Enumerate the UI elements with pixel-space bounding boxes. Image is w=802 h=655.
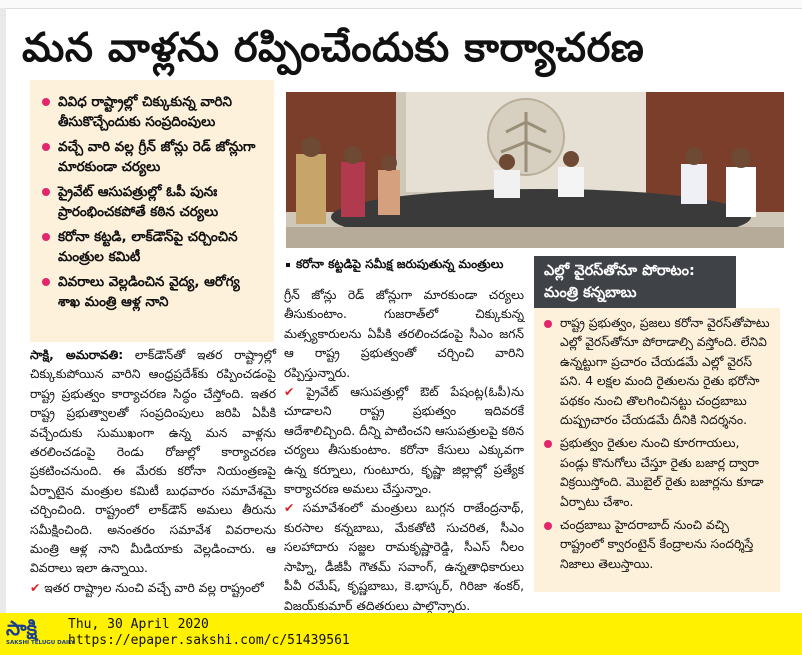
sakshi-logo [4, 616, 75, 652]
article-intro [30, 346, 276, 579]
highlight-item: వివిధ రాష్ట్రాల్లో చిక్కుకున్న వారిని తీసుకొచ్చేందుకు సంప్రదింపులు [40, 92, 264, 132]
footer-info [68, 617, 350, 649]
highlight-item: ప్రైవేట్‌ ఆసుపత్రుల్లో ఓపీ పునః ప్రారంభించకపోతే కఠిన చర్యలు [40, 182, 264, 222]
article-para-1: గ్రీన్‌ జోన్లు రెడ్‌ జోన్లుగా మారకుండా చర్యలు తీసుకుంటాం. గుజరాత్‌లో చిక్కుకున్న మత్స్యకారులను ఏపీకి తరలించడంపై సీఎం జగన్‌ ఆ రాష్ట్ర ప్రభుత్వంతో చర్చించి వారిని రప్పిస్తున్నారు. [284, 288, 524, 380]
article-point-text: ఇతర రాష్ట్రాల నుంచి వచ్చే వారి వల్ల రాష్ట్రంలో [44, 580, 264, 595]
sidebar-box [534, 308, 780, 592]
highlight-item: కరోనా కట్టడి, లాక్‌డౌన్‌పై చర్చించిన మంత్రుల కమిటీ [40, 227, 264, 267]
article-point [30, 579, 276, 598]
sidebar-item: ప్రభుత్వం రైతుల నుంచి కూరగాయలు, పండ్లు కొనుగోలు చేస్తూ రైతు బజార్ల ద్వారా విక్రయిస్తోంది. మొబైల్‌ రైతు బజార్లను కూడా ఏర్పాటు చేశాం. [542, 434, 770, 512]
dateline: సాక్షి, అమరావతి: [30, 348, 124, 362]
article-para-3-text: సమావేశంలో మంత్రులు బుగ్గన రాజేంద్రనాథ్, కురసాల కన్నబాబు, మేకతోటి సుచరిత, సీఎం సలహాదారు సజ్జల రామకృష్ణారెడ్డి, సీఎస్‌ నీలం సాహ్ని, డీజీపీ గౌతమ్‌ సవాంగ్, ఉన్నతాధికారులు పీవీ రమేష్, కృష్ణబాబు, కె.భాస్కర్, గిరిజా శంకర్, విజయ్‌కుమార్‌ తదితరులు పాల్గొన్నారు. [284, 501, 524, 613]
logo-wordmark: సాక్షి [6, 616, 38, 640]
article-para-2 [284, 383, 524, 499]
check-mark-icon: ✔ [284, 501, 295, 516]
article-column-middle [284, 286, 524, 613]
sidebar-item: చంద్రబాబు హైదరాబాద్‌ నుంచి వచ్చి రాష్ట్రంలో క్వారంటైన్‌ కేంద్రాలను సందర్శిస్తే నిజాలు తెలుస్తాయి. [542, 516, 770, 574]
meeting-photo [286, 92, 784, 248]
highlight-item: వచ్చే వారి వల్ల గ్రీన్‌ జోన్లు రెడ్‌ జోన్లుగా మారకుండా చర్యలు [40, 137, 264, 177]
epaper-link[interactable]: https://epaper.sakshi.com/c/51439561 [68, 633, 350, 648]
headline: మన వాళ్లను రప్పించేందుకు కార్యాచరణ [22, 25, 645, 71]
sidebar-item: రాష్ట్ర ప్రభుత్వం, ప్రజలు కరోనా వైరస్‌తోపాటు ఎల్లో వైరస్‌తోనూ పోరాడాల్సి వస్తోంది. లేనివి ఉన్నట్టుగా ప్రచారం చేయడమే ఎల్లో వైరస్‌ పని. 4 లక్షల మంది రైతులను రైతు భరోసా పథకం నుంచి తొలగించినట్టు చంద్రబాబు దుష్ప్రచారం చేయడమే దీనికి నిదర్శనం. [542, 314, 770, 430]
article-intro-text: లాక్‌డౌన్‌తో ఇతర రాష్ట్రాల్లో చిక్కుకుపోయిన వారిని ఆంధ్రప్రదేశ్‌కు రప్పించడంపై రాష్ట్ర ప్రభుత్వం కార్యాచరణ సిద్ధం చేస్తోంది. ఇతర రాష్ట్ర ప్రభుత్వాలతో సంప్రదింపులు జరిపి ఏపీకి వచ్చేందుకు సుముఖంగా ఉన్న మన వాళ్లను తరలించడంపై రెండు రోజుల్లో కార్యాచరణ ప్రకటించనుంది. ఈ మేరకు కరోనా నియంత్రణపై ఏర్పాటైన మంత్రుల కమిటీ బుధవారం సమావేశమై చర్చించింది. రాష్ట్రంలో లాక్‌డౌన్‌ అమలు తీరును సమీక్షించింది. అనంతరం సమావేశ వివరాలను మంత్రి ఆళ్ల నాని మీడియాకు వెల్లడించారు. ఆ వివరాలు ఇలా ఉన్నాయి. [30, 348, 276, 576]
article-para-3 [284, 499, 524, 615]
sidebar-list [534, 308, 780, 574]
highlight-item: వివరాలు వెల్లడించిన వైద్య, ఆరోగ్య శాఖ మంత్రి ఆళ్ల నాని [40, 272, 264, 312]
page-top-strip [0, 0, 802, 9]
edition-date: Thu, 30 April 2020 [68, 617, 209, 632]
highlights-list [30, 80, 274, 312]
meeting-photo-illustration [286, 92, 784, 248]
check-mark-icon: ✔ [30, 580, 41, 595]
check-mark-icon: ✔ [284, 385, 295, 400]
photo-caption: కరోనా కట్టడిపై సమీక్ష జరుపుతున్న మంత్రులు [286, 252, 526, 276]
highlights-box [30, 80, 274, 342]
article-column-left [30, 346, 276, 594]
logo-subtitle: SAKSHI TELUGU DAILY [6, 640, 75, 646]
article-para-2-text: ప్రైవేట్‌ ఆసుపత్రుల్లో ఔట్‌ పేషంట్ల(ఓపీ)ను చూడాలని రాష్ట్ర ప్రభుత్వం ఇదివరకే ఆదేశాలిచ్చింది. దీన్ని పాటించని ఆసుపత్రులపై కఠిన చర్యలు తీసుకుంటాం. కరోనా కేసులు ఎక్కువగా ఉన్న కర్నూలు, గుంటూరు, కృష్ణా జిల్లాల్లో ప్రత్యేక కార్యాచరణ అమలు చేస్తున్నాం. [284, 385, 524, 497]
page-left-gutter [0, 8, 6, 613]
sidebar-heading: ఎల్లో వైరస్‌తోనూ పోరాటం: మంత్రి కన్నబాబు [534, 256, 736, 308]
